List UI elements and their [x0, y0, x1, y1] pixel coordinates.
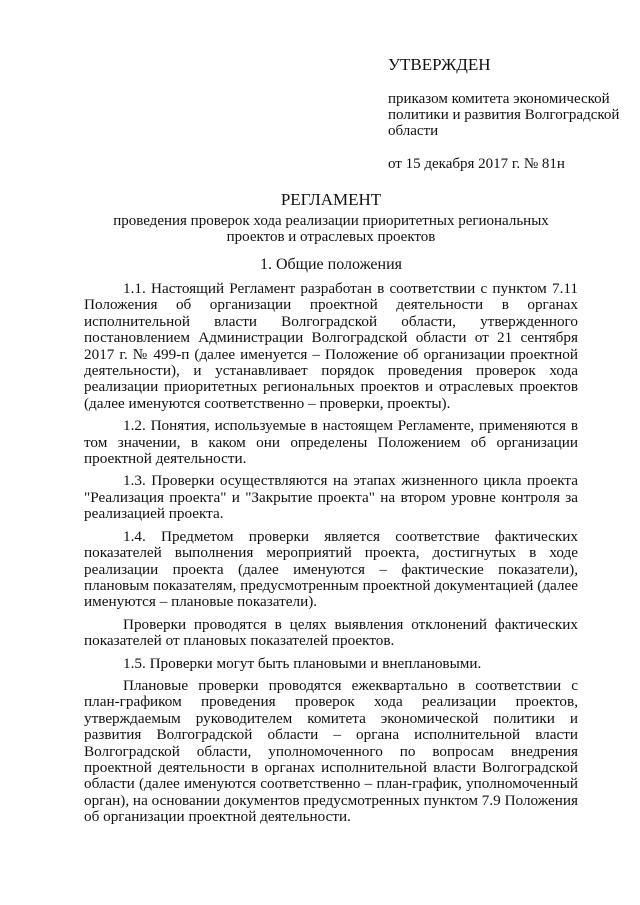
- approval-date-line: от 15 декабря 2017 г. № 81н: [388, 156, 565, 172]
- paragraph-1-1: 1.1. Настоящий Регламент разработан в соответствии с пунктом 7.11 Положения об организации проектной деятельности в органах исполнительной власти Волгоградской области, утвержденного постановлением Администрации Волгоградской области от 21 сентября 2017 г. № 499-п (далее именуется – Положение об организации проектной деятельности), и устанавливает порядок проведения проверок хода реализации приоритетных региональных проектов и отраслевых проектов (далее именуются соответственно – проверки, проекты).: [84, 280, 578, 412]
- approval-block: [388, 57, 628, 172]
- paragraph-1-4: 1.4. Предметом проверки является соответствие фактических показателей выполнения мероприятий проекта, достигнутых в ходе реализации проекта (далее именуются – фактические показатели), плановым показателям, предусмотренным проектной документацией (далее именуются – плановые показатели).: [84, 527, 578, 611]
- paragraph-1-3: 1.3. Проверки осуществляются на этапах жизненного цикла проекта "Реализация проекта" и "Закрытие проекта" на втором уровне контроля за реализацией проекта.: [84, 472, 578, 523]
- document-title-block: [84, 190, 578, 245]
- approval-order-text: приказом комитета экономической политики и развития Волгоградской области: [388, 91, 620, 139]
- document-subtitle: проведения проверок хода реализации приоритетных региональных проектов и отраслевых проектов: [113, 213, 549, 245]
- paragraph-1-2: 1.2. Понятия, используемые в настоящем Регламенте, применяются в том значении, в каком они определены Положением об организации проектной деятельности.: [84, 417, 578, 468]
- section-title: 1. Общие положения: [259, 256, 403, 273]
- document-body: [84, 281, 578, 832]
- document-title: РЕГЛАМЕНТ: [280, 190, 382, 209]
- paragraph-goal: Проверки проводятся в целях выявления отклонений фактических показателей от плановых показателей проектов.: [84, 615, 578, 650]
- paragraph-planned-checks: Плановые проверки проводятся ежеквартально в соответствии с план-графиком проведения проверок хода реализации проектов, утверждаемым руководителем комитета экономической политики и развития Волгоградской области – органа исполнительной власти Волгоградской области, уполномоченного по вопросам внедрения проектной деятельности в органах исполнительной власти Волгоградской области (далее именуются соответственно – план-график, уполномоченный орган), на основании документов предусмотренных пунктом 7.9 Положения об организации проектной деятельности.: [84, 676, 579, 826]
- paragraph-1-5: 1.5. Проверки могут быть плановыми и внеплановыми.: [123, 654, 482, 672]
- approval-heading: УТВЕРЖДЕН: [388, 55, 491, 74]
